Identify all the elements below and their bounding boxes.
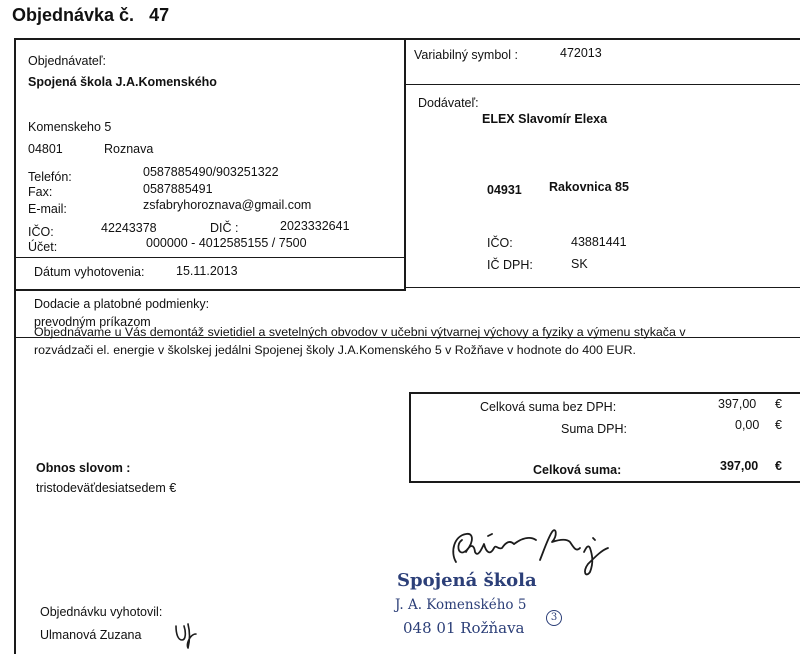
- description-line-1: Objednávame u Vás demontáž svietidiel a svetelných obvodov v učebni výtvarnej výchovy a fyziky a výmenu stykača v: [34, 325, 686, 339]
- prepared-by-label: Objednávku vyhotovil:: [40, 605, 163, 619]
- in-words-value: tristodeväťdesiatsedem €: [36, 481, 177, 495]
- buyer-zip: 04801: [28, 142, 63, 156]
- phone-label: Telefón:: [28, 170, 72, 184]
- stamp-line-2: J. A. Komenského 5: [395, 597, 527, 613]
- order-title: [12, 5, 169, 26]
- variable-symbol-label: Variabilný symbol :: [414, 48, 518, 62]
- email-value: zsfabryhoroznava@gmail.com: [143, 198, 312, 212]
- terms-label: Dodacie a platobné podmienky:: [34, 297, 210, 311]
- total-value: 397,00: [720, 459, 759, 473]
- supplier-name: ELEX Slavomír Elexa: [482, 112, 608, 126]
- buyer-label: Objednávateľ:: [28, 54, 107, 68]
- buyer-street: Komenskeho 5: [28, 120, 112, 134]
- variable-symbol-value: 472013: [560, 46, 602, 60]
- supplier-zip: 04931: [487, 183, 522, 197]
- date-value: 15.11.2013: [176, 264, 238, 278]
- supplier-icdph-value: SK: [571, 257, 588, 271]
- total-currency: €: [775, 459, 782, 473]
- buyer-dic-value: 2023332641: [280, 219, 350, 233]
- phone-value: 0587885490/903251322: [143, 165, 279, 179]
- terms-value: prevodným príkazom: [34, 315, 151, 329]
- date-bottom-line: [14, 289, 406, 291]
- supplier-icdph-label: IČ DPH:: [487, 258, 533, 272]
- frame-left-border: [14, 38, 16, 654]
- supplier-street: Rakovnica 85: [549, 180, 629, 194]
- frame-top-border: [14, 38, 800, 40]
- stamp-line-1: Spojená škola: [397, 570, 537, 591]
- buyer-bottom-line: [14, 257, 406, 258]
- prepared-by-name: Ulmanová Zuzana: [40, 628, 142, 642]
- vat-label: Suma DPH:: [561, 422, 627, 436]
- buyer-ico-label: IČO:: [28, 225, 54, 239]
- order-title-label: Objednávka č.: [12, 5, 135, 25]
- stamp-mark: 3: [546, 610, 562, 626]
- buyer-dic-label: DIČ :: [210, 221, 239, 235]
- subtotal-currency: €: [775, 397, 782, 411]
- buyer-ico-value: 42243378: [101, 221, 157, 235]
- order-number: 47: [149, 5, 170, 25]
- supplier-ico-value: 43881441: [571, 235, 627, 249]
- subtotal-value: 397,00: [718, 397, 757, 411]
- fax-label: Fax:: [28, 185, 53, 199]
- stamp-line-3: 048 01 Rožňava: [403, 619, 525, 637]
- subtotal-label: Celková suma bez DPH:: [480, 400, 617, 414]
- supplier-label: Dodávateľ:: [418, 96, 479, 110]
- in-words-label: Obnos slovom :: [36, 461, 131, 475]
- initials-signature: [172, 620, 202, 650]
- date-label: Dátum vyhotovenia:: [34, 265, 145, 279]
- account-value: 000000 - 4012585155 / 7500: [146, 236, 307, 250]
- fax-value: 0587885491: [143, 182, 213, 196]
- buyer-city: Roznava: [104, 142, 154, 156]
- vat-value: 0,00: [735, 418, 760, 432]
- description-line-2: rozvádzači el. energie v školskej jedálni Spojenej školy J.A.Komenského 5 v Rožňave v hodnote do 400 EUR.: [34, 343, 636, 357]
- buyer-name: Spojená škola J.A.Komenského: [28, 75, 217, 89]
- account-label: Účet:: [28, 240, 58, 254]
- supplier-ico-label: IČO:: [487, 236, 513, 250]
- supplier-bottom-line: [404, 287, 800, 288]
- email-label: E-mail:: [28, 202, 67, 216]
- vat-currency: €: [775, 418, 782, 432]
- total-label: Celková suma:: [533, 463, 622, 477]
- vs-bottom-line: [404, 84, 800, 85]
- column-divider: [404, 38, 406, 290]
